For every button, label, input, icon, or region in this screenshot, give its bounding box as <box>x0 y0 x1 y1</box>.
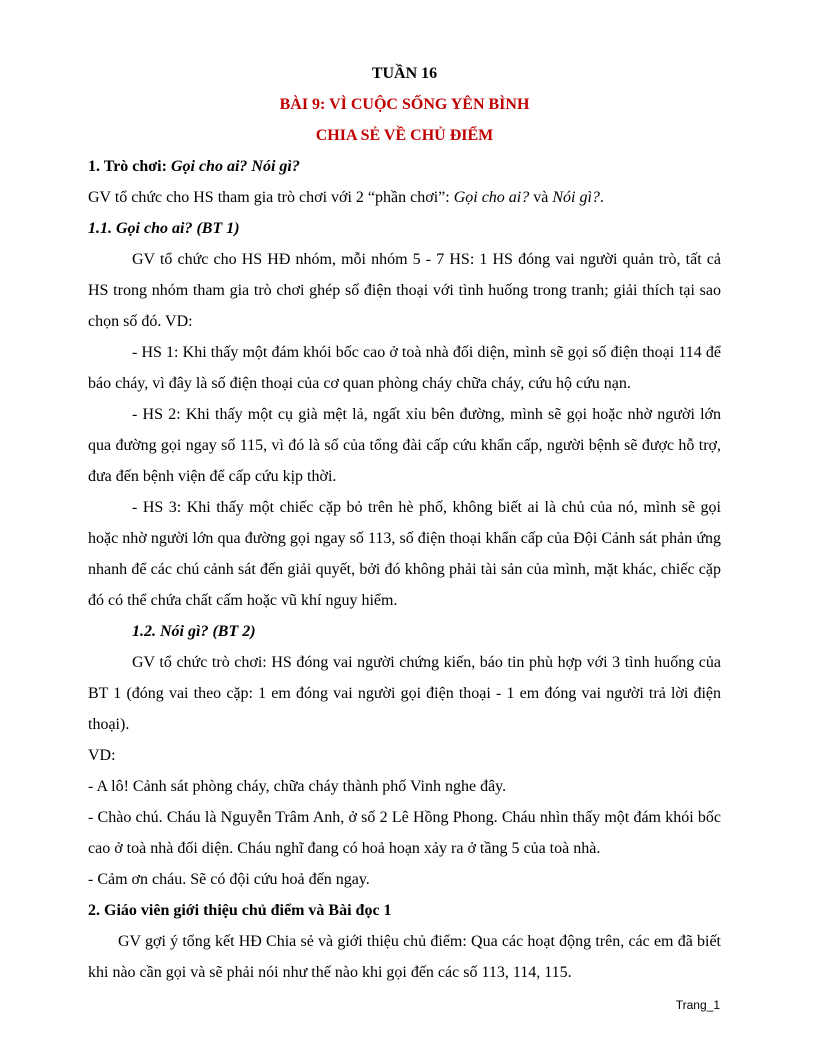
theme-title: CHIA SẺ VỀ CHỦ ĐIỂM <box>315 127 494 144</box>
intro-game-1: Gọi cho ai? <box>453 189 530 206</box>
section-1-number: 1. Trò chơi: <box>88 158 171 175</box>
subsection-1-2-heading: 1.2. Nói gì? (BT 2) <box>132 623 256 640</box>
dialogue-line-1: - A lô! Cảnh sát phòng cháy, chữa cháy thành phố Vinh nghe đây. <box>88 778 507 795</box>
document-body <box>88 58 721 988</box>
example-hs3: - HS 3: Khi thấy một chiếc cặp bỏ trên hè phố, không biết ai là chủ của nó, mình sẽ gọi hoặc nhờ người lớn qua đường gọi ngay số 113, số điện thoại khẩn cấp của Đội Cảnh sát phản ứng nhanh để các chú cảnh sát đến giải quyết, bởi đó không phải tài sản của mình, mặt khác, chiếc cặp đó có thể chứa chất cấm hoặc vũ khí nguy hiểm. <box>88 499 721 609</box>
lesson-title: BÀI 9: VÌ CUỘC SỐNG YÊN BÌNH <box>279 96 530 113</box>
intro-game-2: Nói gì? <box>552 189 600 206</box>
subsection-1-1-heading: 1.1. Gọi cho ai? (BT 1) <box>88 220 240 237</box>
page-number: Trang_1 <box>675 998 720 1012</box>
intro-and: và <box>529 189 553 206</box>
section-2-heading: 2. Giáo viên giới thiệu chủ điểm và Bài đọc 1 <box>88 902 392 919</box>
section-1-name: Gọi cho ai? Nói gì? <box>170 158 300 175</box>
example-label: VD: <box>88 747 116 764</box>
subsection-1-1-para: GV tổ chức cho HS HĐ nhóm, mỗi nhóm 5 - 7 HS: 1 HS đóng vai người quản trò, tất cả HS trong nhóm tham gia trò chơi ghép số điện thoại với tình huống trong tranh; giải thích tại sao chọn số đó. VD: <box>88 251 721 330</box>
intro-text: GV tổ chức cho HS tham gia trò chơi với 2 “phần chơi”: <box>88 189 454 206</box>
example-hs2: - HS 2: Khi thấy một cụ già mệt lả, ngất xỉu bên đường, mình sẽ gọi hoặc nhờ người lớn qua đường gọi ngay số 115, vì đó là số của tổng đài cấp cứu khẩn cấp, người bệnh sẽ được hỗ trợ, đưa đến bệnh viện để cấp cứu kịp thời. <box>88 406 721 485</box>
section-1-intro <box>88 182 721 213</box>
subsection-1-2-para: GV tổ chức trò chơi: HS đóng vai người chứng kiến, báo tin phù hợp với 3 tình huống của BT 1 (đóng vai theo cặp: 1 em đóng vai người gọi điện thoại - 1 em đóng vai người trả lời điện thoại). <box>88 654 721 733</box>
section-1-heading <box>88 151 721 182</box>
week-title: TUẦN 16 <box>371 65 438 82</box>
example-hs1: - HS 1: Khi thấy một đám khói bốc cao ở toà nhà đối diện, mình sẽ gọi số điện thoại 114 để báo cháy, vì đây là số điện thoại của cơ quan phòng cháy chữa cháy, cứu hộ cứu nạn. <box>88 344 721 392</box>
section-2-para: GV gợi ý tổng kết HĐ Chia sẻ và giới thiệu chủ điểm: Qua các hoạt động trên, các em đã biết khi nào cần gọi và sẽ phải nói như thế nào khi gọi đến các số 113, 114, 115. <box>88 933 721 981</box>
dialogue-line-2: - Chào chú. Cháu là Nguyễn Trâm Anh, ở số 2 Lê Hồng Phong. Cháu nhìn thấy một đám khói bốc cao ở toà nhà đối diện. Cháu nghĩ đang có hoả hoạn xảy ra ở tầng 5 của toà nhà. <box>88 809 721 857</box>
intro-period: . <box>599 189 604 206</box>
dialogue-line-3: - Cảm ơn cháu. Sẽ có đội cứu hoả đến ngay. <box>88 871 370 888</box>
